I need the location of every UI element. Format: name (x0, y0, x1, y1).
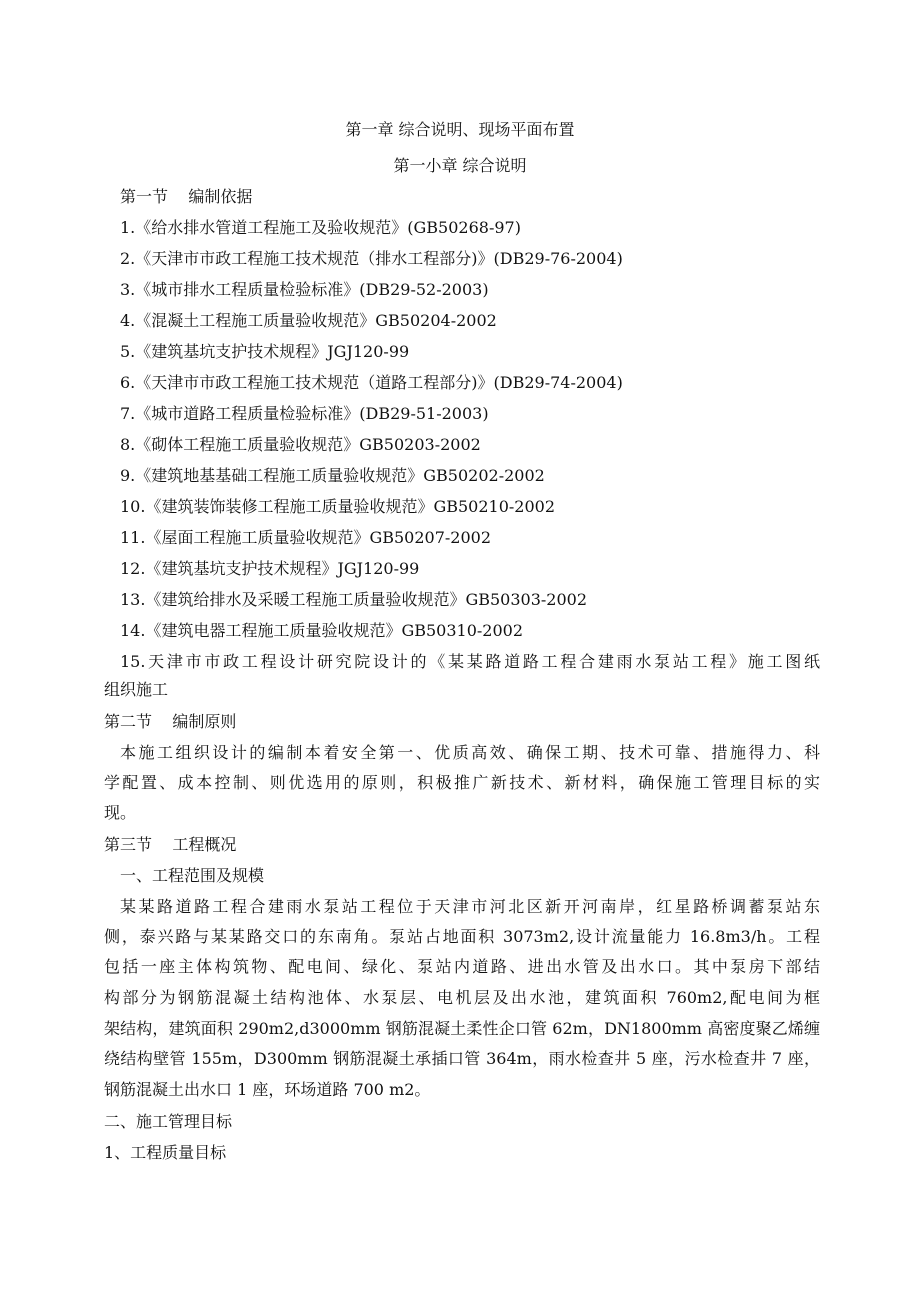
list-item: 11.《屋面工程施工质量验收规范》GB50207-2002 (120, 528, 492, 547)
section3-title: 第三节 工程概况 (104, 835, 237, 854)
list-item: 14.《建筑电器工程施工质量验收规范》GB50310-2002 (120, 621, 524, 640)
section2-title: 第二节 编制原则 (104, 712, 237, 731)
paragraph-line: 绕结构壁管 155m，D300mm 钢筋混凝土承插口管 364m，雨水检查井 5 座，污水检查井 7 座， (104, 1049, 820, 1068)
list-item: 9.《建筑地基基础工程施工质量验收规范》GB50202-2002 (120, 466, 545, 485)
subsection-item: 1、工程质量目标 (104, 1143, 227, 1162)
chapter-title: 第一章 综合说明、现场平面布置 (345, 120, 575, 139)
list-item: 13.《建筑给排水及采暖工程施工质量验收规范》GB50303-2002 (120, 590, 588, 609)
list-item-continuation: 组织施工 (104, 680, 169, 699)
paragraph-line: 侧，泰兴路与某某路交口的东南角。泵站占地面积 3073m2,设计流量能力 16.8m3/h。工程 (104, 927, 820, 946)
paragraph-line: 本施工组织设计的编制本着安全第一、优质高效、确保工期、技术可靠、措施得力、科 (120, 743, 820, 762)
list-item: 8.《砌体工程施工质量验收规范》GB50203-2002 (120, 435, 481, 454)
paragraph-line: 现。 (104, 803, 137, 822)
list-item: 6.《天津市市政工程施工技术规范（道路工程部分)》(DB29-74-2004) (120, 373, 623, 392)
subsection-title: 二、施工管理目标 (104, 1112, 233, 1131)
paragraph-line: 钢筋混凝土出水口 1 座，环场道路 700 m2。 (104, 1080, 431, 1099)
list-item: 5.《建筑基坑支护技术规程》JGJ120-99 (120, 342, 410, 361)
list-item: 10.《建筑装饰装修工程施工质量验收规范》GB50210-2002 (120, 497, 556, 516)
section1-title: 第一节 编制依据 (120, 187, 253, 206)
list-item: 1.《给水排水管道工程施工及验收规范》(GB50268-97) (120, 218, 521, 237)
list-item: 12.《建筑基坑支护技术规程》JGJ120-99 (120, 559, 420, 578)
paragraph-line: 架结构，建筑面积 290m2,d3000mm 钢筋混凝土柔性企口管 62m，DN1800mm 高密度聚乙烯缠 (104, 1019, 820, 1038)
subsection-title: 一、工程范围及规模 (120, 866, 265, 885)
paragraph-line: 构部分为钢筋混凝土结构池体、水泵层、电机层及出水池，建筑面积 760m2,配电间为框 (104, 988, 820, 1007)
list-item: 7.《城市道路工程质量检验标准》(DB29-51-2003) (120, 404, 489, 423)
list-item: 2.《天津市市政工程施工技术规范（排水工程部分)》(DB29-76-2004) (120, 249, 623, 268)
list-item: 4.《混凝土工程施工质量验收规范》GB50204-2002 (120, 311, 497, 330)
subchapter-title: 第一小章 综合说明 (393, 156, 527, 175)
paragraph-line: 学配置、成本控制、则优选用的原则，积极推广新技术、新材料，确保施工管理目标的实 (104, 773, 820, 792)
list-item: 15.天津市市政工程设计研究院设计的《某某路道路工程合建雨水泵站工程》施工图纸 (120, 652, 820, 671)
paragraph-line: 包括一座主体构筑物、配电间、绿化、泵站内道路、进出水管及出水口。其中泵房下部结 (104, 957, 820, 976)
list-item: 3.《城市排水工程质量检验标准》(DB29-52-2003) (120, 280, 489, 299)
paragraph-line: 某某路道路工程合建雨水泵站工程位于天津市河北区新开河南岸，红星路桥调蓄泵站东 (120, 897, 820, 916)
